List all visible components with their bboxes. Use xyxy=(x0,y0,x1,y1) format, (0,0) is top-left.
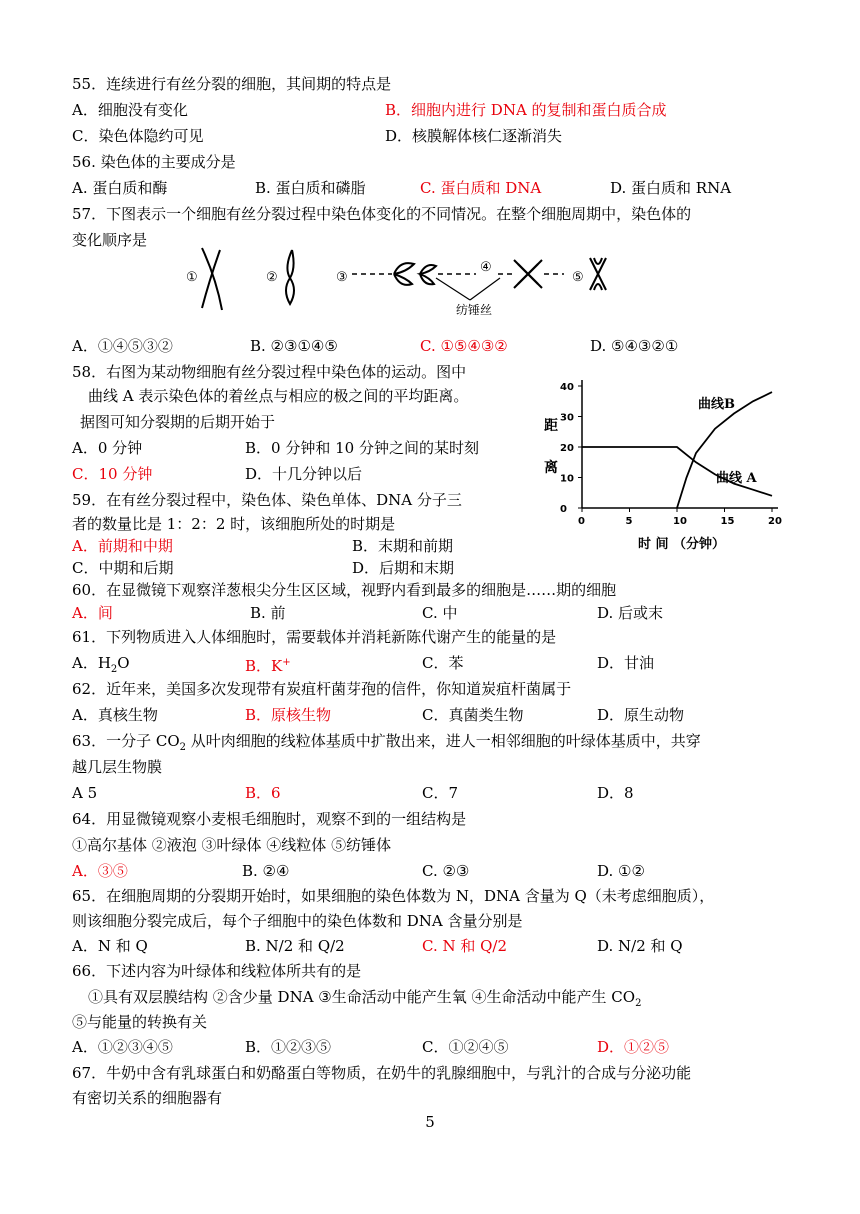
q67-stem-line1: 67．牛奶中含有乳球蛋白和奶酪蛋白等物质，在奶牛的乳腺细胞中，与乳汁的合成与分泌功能 xyxy=(72,1064,692,1082)
q59-stem-line2: 者的数量比是 1：2：2 时，该细胞所处的时期是 xyxy=(72,515,396,533)
q62-option-b-answer: B．原核生物 xyxy=(245,706,332,724)
q62-option-d: D．原生动物 xyxy=(597,706,685,724)
chart-y-tick-label: 30 xyxy=(560,412,574,424)
q63-option-a: A 5 xyxy=(72,784,98,802)
chart-x-tick-label: 15 xyxy=(720,516,735,527)
stage-3-label: ③ xyxy=(336,270,348,285)
q65-stem-line2: 则该细胞分裂完成后，每个子细胞中的染色体数和 DNA 含量分别是 xyxy=(72,912,523,930)
q64-items: ①高尔基体 ②液泡 ③叶绿体 ④线粒体 ⑤纺锤体 xyxy=(72,836,392,854)
page-number: 5 xyxy=(425,1113,435,1131)
q58-stem-line2: 曲线 A 表示染色体的着丝点与相应的极之间的平均距离。 xyxy=(88,387,469,405)
q57-option-d: D. ⑤④③②① xyxy=(590,337,679,355)
q56-option-a: A. 蛋白质和酶 xyxy=(72,179,168,197)
q55-option-b-answer: B．细胞内进行 DNA 的复制和蛋白质合成 xyxy=(385,101,667,119)
chart-y-tick-label: 0 xyxy=(560,504,567,515)
q62-option-a: A．真核生物 xyxy=(72,706,158,724)
series-b-label: 曲线B xyxy=(698,397,735,412)
q63-option-c: C．7 xyxy=(422,784,459,802)
chart-y-tick-label: 10 xyxy=(560,473,574,485)
q58-option-d: D．十几分钟以后 xyxy=(245,465,363,483)
q65-option-a: A．N 和 Q xyxy=(72,937,148,955)
q62-stem: 62．近年来，美国多次发现带有炭疽杆菌芽孢的信件，你知道炭疽杆菌属于 xyxy=(72,680,572,698)
q55-stem: 55．连续进行有丝分裂的细胞，其间期的特点是 xyxy=(72,75,392,93)
q56-option-b: B. 蛋白质和磷脂 xyxy=(255,179,366,197)
q63-stem-line1: 63．一分子 $CO_2$ 从叶肉细胞的线粒体基质中扩散出来，进人一相邻细胞的叶绿体基质中，共穿 xyxy=(72,732,701,753)
q61-option-b-answer: B．K+ xyxy=(245,657,291,675)
q58-stem-line1: 58．右图为某动物细胞有丝分裂过程中染色体的运动。图中 xyxy=(72,363,467,381)
q57-stem-line1: 57．下图表示一个细胞有丝分裂过程中染色体变化的不同情况。在整个细胞周期中，染色体的 xyxy=(72,205,692,223)
chart-ylabel-top: 距 xyxy=(544,418,558,434)
q67-stem-line2: 有密切关系的细胞器有 xyxy=(72,1089,223,1107)
q62-option-c: C．真菌类生物 xyxy=(422,706,524,724)
q61-option-a: A．$H_2O$ xyxy=(72,654,130,675)
q57-option-a: A．①④⑤③② xyxy=(72,337,173,355)
q58-option-c-answer: C．10 分钟 xyxy=(72,465,153,483)
q65-option-d: D. N/2 和 Q xyxy=(597,937,683,955)
q60-option-c: C. 中 xyxy=(422,604,458,622)
q65-option-c-answer: C. N 和 Q/2 xyxy=(422,937,508,955)
q58-stem-line3: 据图可知分裂期的后期开始于 xyxy=(80,413,276,431)
q59-option-d: D．后期和末期 xyxy=(352,559,455,577)
q66-items-line1: ①具有双层膜结构 ②含少量 DNA ③生命活动中能产生氧 ④生命活动中能产生 $CO_2$ xyxy=(88,988,642,1009)
distance-time-chart xyxy=(530,372,800,557)
q66-option-b: B．①②③⑤ xyxy=(245,1038,332,1056)
q60-stem: 60．在显微镜下观察洋葱根尖分生区区域，视野内看到最多的细胞是……期的细胞 xyxy=(72,581,617,599)
stage-1-label: ① xyxy=(186,270,198,285)
q64-option-c: C. ②③ xyxy=(422,862,470,880)
chart-x-tick-label: 0 xyxy=(578,516,585,527)
q58-option-b: B．0 分钟和 10 分钟之间的某时刻 xyxy=(245,439,479,457)
q66-option-a: A．①②③④⑤ xyxy=(72,1038,173,1056)
chart-y-tick-label: 20 xyxy=(560,443,574,454)
q64-option-a-answer: A．③⑤ xyxy=(72,862,128,880)
spindle-label: 纺锤丝 xyxy=(456,303,493,317)
q66-option-c: C．①②④⑤ xyxy=(422,1038,509,1056)
chart-x-tick-label: 20 xyxy=(768,516,782,527)
q58-option-a: A．0 分钟 xyxy=(72,439,143,457)
q55-option-c: C．染色体隐约可见 xyxy=(72,127,204,145)
q57-option-c-answer: C. ①⑤④③② xyxy=(420,337,508,355)
q63-stem-line2: 越几层生物膜 xyxy=(72,758,163,776)
chromosome-figure xyxy=(180,238,620,320)
q65-option-b: B. N/2 和 Q/2 xyxy=(245,937,345,955)
q60-option-a-answer: A．间 xyxy=(72,604,113,622)
stage-4-label: ④ xyxy=(480,260,492,275)
q64-option-b: B. ②④ xyxy=(242,862,290,880)
q66-option-d-answer: D．①②⑤ xyxy=(597,1038,670,1056)
q56-option-d: D. 蛋白质和 RNA xyxy=(610,179,732,197)
q60-option-b: B. 前 xyxy=(250,604,286,622)
q59-option-a-answer: A．前期和中期 xyxy=(72,537,173,555)
q63-option-d: D．8 xyxy=(597,784,634,802)
q66-stem: 66．下述内容为叶绿体和线粒体所共有的是 xyxy=(72,962,362,980)
q64-option-d: D. ①② xyxy=(597,862,645,880)
chart-xlabel: 时 间 （分钟） xyxy=(638,537,726,552)
q57-stem-line2: 变化顺序是 xyxy=(72,231,148,249)
q57-option-b: B. ②③①④⑤ xyxy=(250,337,338,355)
q63-option-b-answer: B．6 xyxy=(245,784,281,802)
q56-stem: 56. 染色体的主要成分是 xyxy=(72,153,236,171)
stage-2-label: ② xyxy=(266,270,278,285)
q61-option-c: C．苯 xyxy=(422,654,464,672)
chart-x-tick-label: 5 xyxy=(625,516,633,527)
q56-option-c-answer: C. 蛋白质和 DNA xyxy=(420,179,542,197)
q55-option-a: A．细胞没有变化 xyxy=(72,101,188,119)
chart-x-tick-label: 10 xyxy=(673,516,687,527)
q60-option-d: D. 后或末 xyxy=(597,604,664,622)
q61-stem: 61．下列物质进入人体细胞时，需要载体并消耗新陈代谢产生的能量的是 xyxy=(72,628,557,646)
q59-stem-line1: 59．在有丝分裂过程中，染色体、染色单体、DNA 分子三 xyxy=(72,491,462,509)
chart-ylabel-bottom: 离 xyxy=(544,460,558,476)
q64-stem: 64．用显微镜观察小麦根毛细胞时，观察不到的一组结构是 xyxy=(72,810,467,828)
q65-stem-line1: 65．在细胞周期的分裂期开始时，如果细胞的染色体数为 N，DNA 含量为 Q（未考虑细胞质）， xyxy=(72,887,715,905)
q61-option-d: D．甘油 xyxy=(597,654,655,672)
q66-items-line2: ⑤与能量的转换有关 xyxy=(72,1013,208,1031)
stage-5-label: ⑤ xyxy=(572,270,584,285)
q59-option-b: B．末期和前期 xyxy=(352,537,454,555)
q59-option-c: C．中期和后期 xyxy=(72,559,174,577)
q55-option-d: D．核膜解体核仁逐渐消失 xyxy=(385,127,563,145)
series-a-label: 曲线 A xyxy=(716,471,757,486)
chart-y-tick-label: 40 xyxy=(560,382,574,393)
